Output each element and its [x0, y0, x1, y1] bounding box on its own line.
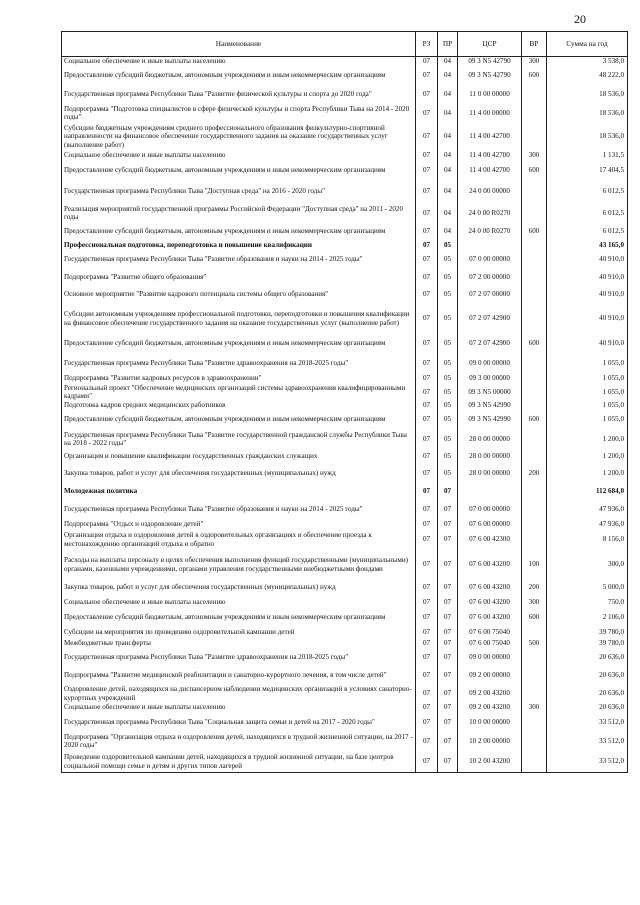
table-row: [62, 410, 628, 430]
cell-pr: 05: [438, 251, 458, 269]
cell-rz: 07: [416, 123, 438, 151]
table-row: [62, 223, 628, 240]
cell-name: Проведение оздоровительной кампании детей, находящихся в трудной жизненной ситуации, на базе центров социальной помощи семье и детям и других типов лагерей: [62, 751, 416, 773]
cell-sum: 1 055,0: [547, 354, 628, 373]
page-number: 20: [574, 12, 586, 26]
cell-csr: 11 4 00 42700: [458, 123, 522, 151]
cell-csr: 07 6 00 75040: [458, 638, 522, 649]
cell-vr: 600: [522, 609, 547, 627]
cell-pr: 07: [438, 732, 458, 751]
cell-pr: 05: [438, 240, 458, 251]
cell-vr: 200: [522, 465, 547, 483]
cell-vr: 300: [522, 151, 547, 161]
cell-rz: 07: [416, 57, 438, 66]
cell-csr: 11 0 00 00000: [458, 85, 522, 104]
cell-name: Предоставление субсидий бюджетным, автономным учреждениям и иным некоммерческим организациям: [62, 334, 416, 354]
cell-sum: 1 200,0: [547, 430, 628, 449]
cell-sum: 300,0: [547, 550, 628, 580]
cell-vr: [522, 530, 547, 550]
cell-sum: 33 512,0: [547, 732, 628, 751]
cell-pr: 04: [438, 123, 458, 151]
cell-rz: 07: [416, 609, 438, 627]
cell-sum: 1 200,0: [547, 465, 628, 483]
cell-sum: 40 910,0: [547, 251, 628, 269]
cell-csr: 07 2 07 42900: [458, 304, 522, 334]
cell-vr: [522, 180, 547, 204]
cell-rz: 07: [416, 104, 438, 123]
cell-csr: 10 2 00 43200: [458, 751, 522, 773]
cell-csr: 24 0 00 R0270: [458, 204, 522, 223]
cell-rz: 07: [416, 66, 438, 85]
cell-pr: 05: [438, 384, 458, 401]
cell-csr: [458, 240, 522, 251]
cell-sum: 40 910,0: [547, 334, 628, 354]
table-row: [62, 530, 628, 550]
cell-pr: 07: [438, 685, 458, 703]
cell-sum: 18 536,0: [547, 85, 628, 104]
cell-pr: 07: [438, 638, 458, 649]
cell-name: Предоставление субсидий бюджетным, автономным учреждениям и иным некоммерческим организациям: [62, 161, 416, 180]
cell-rz: 07: [416, 596, 438, 609]
cell-vr: 600: [522, 223, 547, 240]
cell-csr: 28 0 00 00000: [458, 465, 522, 483]
cell-name: Государственная программа Республики Тыва "Развитие физической культуры и спорта до 2020 года": [62, 85, 416, 104]
cell-csr: 09 2 00 00000: [458, 667, 522, 685]
cell-pr: 04: [438, 57, 458, 66]
cell-vr: [522, 123, 547, 151]
cell-sum: 1 055,0: [547, 373, 628, 384]
cell-pr: 04: [438, 223, 458, 240]
cell-rz: 07: [416, 713, 438, 732]
cell-rz: 07: [416, 401, 438, 410]
cell-sum: 1 055,0: [547, 384, 628, 401]
cell-rz: 07: [416, 638, 438, 649]
table-header: [62, 32, 628, 57]
cell-rz: 07: [416, 449, 438, 465]
cell-pr: 07: [438, 703, 458, 713]
cell-pr: 04: [438, 104, 458, 123]
cell-sum: 2 106,0: [547, 609, 628, 627]
cell-sum: 33 512,0: [547, 713, 628, 732]
table-row: [62, 649, 628, 667]
cell-sum: 6 012,5: [547, 223, 628, 240]
cell-vr: [522, 401, 547, 410]
cell-csr: 07 2 07 00000: [458, 286, 522, 304]
cell-pr: 07: [438, 483, 458, 501]
cell-vr: 600: [522, 410, 547, 430]
cell-rz: 07: [416, 304, 438, 334]
table-row: [62, 596, 628, 609]
cell-vr: [522, 104, 547, 123]
cell-vr: [522, 85, 547, 104]
cell-pr: 04: [438, 204, 458, 223]
cell-name: Подпрограмма "Развитие медицинской реабилитации и санаторно-курортного лечения, в том числе детей": [62, 667, 416, 685]
cell-sum: 112 684,0: [547, 483, 628, 501]
cell-rz: 07: [416, 161, 438, 180]
cell-csr: [458, 483, 522, 501]
cell-rz: 07: [416, 685, 438, 703]
cell-pr: 07: [438, 596, 458, 609]
cell-vr: 300: [522, 703, 547, 713]
cell-csr: 10 0 00 00000: [458, 713, 522, 732]
cell-vr: [522, 685, 547, 703]
cell-rz: 07: [416, 251, 438, 269]
cell-pr: 05: [438, 373, 458, 384]
table-row: [62, 204, 628, 223]
cell-sum: 3 538,0: [547, 57, 628, 66]
cell-vr: [522, 304, 547, 334]
cell-name: Социальное обеспечение и иные выплаты населению: [62, 151, 416, 161]
cell-sum: 18 536,0: [547, 104, 628, 123]
table-row: [62, 609, 628, 627]
cell-pr: 07: [438, 667, 458, 685]
cell-sum: 750,0: [547, 596, 628, 609]
cell-rz: 07: [416, 240, 438, 251]
header-rz: РЗ: [416, 32, 438, 57]
table-row: [62, 123, 628, 151]
cell-csr: 24 0 00 00000: [458, 180, 522, 204]
cell-rz: 07: [416, 384, 438, 401]
cell-rz: 07: [416, 151, 438, 161]
cell-csr: 07 2 00 00000: [458, 269, 522, 286]
cell-csr: 07 6 00 43200: [458, 580, 522, 596]
table-row: [62, 580, 628, 596]
cell-sum: 1 131,5: [547, 151, 628, 161]
cell-vr: [522, 430, 547, 449]
cell-csr: 10 2 00 00000: [458, 732, 522, 751]
cell-vr: [522, 354, 547, 373]
cell-sum: 48 222,0: [547, 66, 628, 85]
cell-vr: [522, 384, 547, 401]
cell-csr: 07 0 00 00000: [458, 501, 522, 519]
table-row: [62, 251, 628, 269]
cell-vr: [522, 286, 547, 304]
cell-csr: 09 0 00 00000: [458, 649, 522, 667]
cell-vr: 500: [522, 638, 547, 649]
table-row: [62, 180, 628, 204]
cell-rz: 07: [416, 465, 438, 483]
cell-rz: 07: [416, 580, 438, 596]
cell-sum: 5 000,0: [547, 580, 628, 596]
table-row: [62, 430, 628, 449]
cell-name: Подпрограмма "Развитие кадровых ресурсов в здравоохранении": [62, 373, 416, 384]
cell-pr: 07: [438, 530, 458, 550]
table-body: [62, 57, 628, 773]
cell-rz: 07: [416, 373, 438, 384]
cell-rz: 07: [416, 667, 438, 685]
cell-rz: 07: [416, 649, 438, 667]
cell-vr: [522, 519, 547, 530]
cell-sum: 33 512,0: [547, 751, 628, 773]
cell-name: Молодежная политика: [62, 483, 416, 501]
table-row: [62, 501, 628, 519]
cell-pr: 05: [438, 269, 458, 286]
cell-csr: 09 3 N5 42990: [458, 410, 522, 430]
cell-vr: [522, 627, 547, 638]
cell-name: Государственная программа Республики Тыва "Развитие здравоохранения на 2018-2025 годы": [62, 649, 416, 667]
cell-name: Социальное обеспечение и иные выплаты населению: [62, 596, 416, 609]
cell-vr: 600: [522, 161, 547, 180]
table-row: [62, 304, 628, 334]
table-row: [62, 161, 628, 180]
cell-name: Государственная программа Республики Тыва "Доступная среда" на 2016 - 2020 годы": [62, 180, 416, 204]
cell-pr: 04: [438, 161, 458, 180]
cell-vr: 600: [522, 66, 547, 85]
cell-name: Субсидии автономным учреждениям профессиональной подготовки, переподготовки и повышения квалификации на финансовое обеспечение государственного задания на оказание государственных услуг (выполнение работ): [62, 304, 416, 334]
cell-csr: 07 6 00 42300: [458, 530, 522, 550]
cell-pr: 07: [438, 519, 458, 530]
cell-rz: 07: [416, 501, 438, 519]
cell-name: Расходы на выплаты персоналу в целях обеспечения выполнения функций государственными (муниципальными) органами, казенными учреждениями, органами управления государственными внебюджетными фондами: [62, 550, 416, 580]
cell-pr: 05: [438, 286, 458, 304]
cell-vr: [522, 449, 547, 465]
cell-vr: [522, 751, 547, 773]
cell-csr: 28 0 00 00000: [458, 430, 522, 449]
cell-rz: 07: [416, 703, 438, 713]
cell-csr: 09 3 N5 42990: [458, 401, 522, 410]
cell-sum: 20 636,0: [547, 685, 628, 703]
cell-csr: 09 3 N5 42790: [458, 66, 522, 85]
cell-name: Предоставление субсидий бюджетным, автономным учреждениям и иным некоммерческим организациям: [62, 609, 416, 627]
table-row: [62, 354, 628, 373]
cell-csr: 11 4 00 42700: [458, 161, 522, 180]
cell-rz: 07: [416, 732, 438, 751]
cell-name: Социальное обеспечение и иные выплаты населению: [62, 57, 416, 66]
table-row: [62, 638, 628, 649]
cell-name: Подпрограмма "Организация отдыха и оздоровления детей, находящихся в трудной жизненной ситуации, на 2017 - 2020 годы": [62, 732, 416, 751]
table-row: [62, 685, 628, 703]
table-row: [62, 667, 628, 685]
table-row: [62, 550, 628, 580]
cell-rz: 07: [416, 204, 438, 223]
cell-name: Реализация мероприятий государственной программы Российской Федерации "Доступная среда" на 2011 - 2020 годы: [62, 204, 416, 223]
cell-sum: 8 156,0: [547, 530, 628, 550]
cell-sum: 43 165,0: [547, 240, 628, 251]
cell-pr: 05: [438, 334, 458, 354]
cell-pr: 05: [438, 430, 458, 449]
cell-rz: 07: [416, 430, 438, 449]
cell-pr: 07: [438, 501, 458, 519]
cell-pr: 05: [438, 304, 458, 334]
table-row: [62, 703, 628, 713]
cell-rz: 07: [416, 530, 438, 550]
cell-name: Государственная программа Республики Тыва "Развитие здравоохранения на 2018-2025 годы": [62, 354, 416, 373]
header-pr: ПР: [438, 32, 458, 57]
table-row: [62, 286, 628, 304]
cell-pr: 05: [438, 410, 458, 430]
cell-sum: 1 055,0: [547, 401, 628, 410]
cell-csr: 09 0 00 00000: [458, 354, 522, 373]
cell-name: Закупка товаров, работ и услуг для обеспечения государственных (муниципальных) нужд: [62, 580, 416, 596]
table-row: [62, 240, 628, 251]
cell-name: Предоставление субсидий бюджетным, автономным учреждениям и иным некоммерческим организациям: [62, 223, 416, 240]
cell-vr: [522, 240, 547, 251]
cell-rz: 07: [416, 223, 438, 240]
cell-vr: [522, 667, 547, 685]
cell-rz: 07: [416, 269, 438, 286]
cell-vr: 300: [522, 596, 547, 609]
cell-csr: 07 6 00 43200: [458, 596, 522, 609]
table-row: [62, 401, 628, 410]
cell-csr: 11 4 00 42700: [458, 151, 522, 161]
cell-vr: 200: [522, 580, 547, 596]
header-vr: ВР: [522, 32, 547, 57]
cell-rz: 07: [416, 751, 438, 773]
cell-pr: 07: [438, 609, 458, 627]
cell-csr: 07 6 00 00000: [458, 519, 522, 530]
cell-sum: 40 910,0: [547, 304, 628, 334]
cell-name: Подпрограмма "Отдых и оздоровление детей": [62, 519, 416, 530]
table-row: [62, 519, 628, 530]
cell-name: Социальное обеспечение и иные выплаты населению: [62, 703, 416, 713]
cell-sum: 20 636,0: [547, 649, 628, 667]
header-csr: ЦСР: [458, 32, 522, 57]
cell-name: Предоставление субсидий бюджетным, автономным учреждениям и иным некоммерческим организациям: [62, 410, 416, 430]
cell-csr: 07 0 00 00000: [458, 251, 522, 269]
cell-name: Организация и повышение квалификации государственных гражданских служащих: [62, 449, 416, 465]
header-sum: Сумма на год: [547, 32, 628, 57]
cell-name: Субсидии на мероприятия по проведению оздоровительной кампании детей: [62, 627, 416, 638]
cell-rz: 07: [416, 410, 438, 430]
table-row: [62, 384, 628, 401]
cell-sum: 20 636,0: [547, 667, 628, 685]
cell-pr: 04: [438, 151, 458, 161]
cell-csr: 07 6 00 75040: [458, 627, 522, 638]
cell-csr: 07 2 07 42900: [458, 334, 522, 354]
cell-sum: 18 536,0: [547, 123, 628, 151]
cell-vr: [522, 483, 547, 501]
table-row: [62, 269, 628, 286]
header-name: Наименование: [62, 32, 416, 57]
cell-sum: 40 910,0: [547, 269, 628, 286]
cell-sum: 20 636,0: [547, 703, 628, 713]
table-row: [62, 151, 628, 161]
table-row: [62, 373, 628, 384]
cell-pr: 05: [438, 465, 458, 483]
cell-name: Межбюджетные трансферты: [62, 638, 416, 649]
cell-sum: 17 404,5: [547, 161, 628, 180]
cell-pr: 07: [438, 580, 458, 596]
cell-pr: 04: [438, 180, 458, 204]
table-row: [62, 334, 628, 354]
cell-name: Государственная программа Республики Тыва "Социальная защита семьи и детей на 2017 - 2020 годы": [62, 713, 416, 732]
cell-pr: 07: [438, 550, 458, 580]
cell-rz: 07: [416, 550, 438, 580]
cell-vr: [522, 204, 547, 223]
cell-csr: 07 6 00 43200: [458, 550, 522, 580]
cell-pr: 07: [438, 751, 458, 773]
cell-csr: 11 4 00 00000: [458, 104, 522, 123]
cell-name: Региональный проект "Обеспечение медицинских организаций системы здравоохранения квалифицированными кадрами": [62, 384, 416, 401]
cell-rz: 07: [416, 334, 438, 354]
cell-csr: 09 3 N5 00000: [458, 384, 522, 401]
cell-rz: 07: [416, 519, 438, 530]
cell-vr: 100: [522, 550, 547, 580]
cell-rz: 07: [416, 483, 438, 501]
cell-vr: [522, 732, 547, 751]
cell-sum: 39 780,0: [547, 638, 628, 649]
budget-table: [61, 31, 628, 773]
cell-vr: [522, 713, 547, 732]
cell-sum: 1 055,0: [547, 410, 628, 430]
cell-name: Профессиональная подготовка, переподготовка и повышение квалификации: [62, 240, 416, 251]
table-row: [62, 465, 628, 483]
cell-vr: [522, 373, 547, 384]
cell-vr: 600: [522, 334, 547, 354]
table-row: [62, 627, 628, 638]
cell-name: Подготовка кадров средних медицинских работников: [62, 401, 416, 410]
table-row: [62, 732, 628, 751]
cell-name: Субсидии бюджетным учреждениям среднего профессионального образования физкультурно-спортивной направленности на финансовое обеспечение государственного задания на оказание государственных услуг (выполнение работ): [62, 123, 416, 151]
cell-csr: 09 2 00 43200: [458, 685, 522, 703]
cell-csr: 28 0 00 00000: [458, 449, 522, 465]
cell-pr: 07: [438, 627, 458, 638]
cell-pr: 07: [438, 713, 458, 732]
cell-csr: 24 0 00 R0270: [458, 223, 522, 240]
cell-name: Государственная программа Республики Тыва "Развитие образования и науки на 2014 - 2025 годы": [62, 501, 416, 519]
cell-sum: 47 936,0: [547, 501, 628, 519]
cell-csr: 09 3 00 00000: [458, 373, 522, 384]
cell-name: Оздоровление детей, находящихся на диспансерном наблюдении медицинских организаций в условиях санаторно-курортных учреждений: [62, 685, 416, 703]
cell-rz: 07: [416, 286, 438, 304]
cell-sum: 6 012,5: [547, 180, 628, 204]
table-row: [62, 66, 628, 85]
cell-rz: 07: [416, 354, 438, 373]
cell-pr: 07: [438, 649, 458, 667]
cell-name: Подпрограмма "Подготовка специалистов в сфере физической культуры и спорта Республики Тыва на 2014 - 2020 годы": [62, 104, 416, 123]
cell-rz: 07: [416, 85, 438, 104]
cell-name: Закупка товаров, работ и услуг для обеспечения государственных (муниципальных) нужд: [62, 465, 416, 483]
cell-name: Организация отдыха и оздоровления детей в оздоровительных организациях и обеспечение проезда к местонахождению организаций отдыха и обратно: [62, 530, 416, 550]
cell-pr: 05: [438, 449, 458, 465]
cell-vr: [522, 251, 547, 269]
cell-pr: 04: [438, 66, 458, 85]
cell-rz: 07: [416, 627, 438, 638]
cell-vr: [522, 501, 547, 519]
cell-pr: 04: [438, 85, 458, 104]
cell-sum: 39 780,0: [547, 627, 628, 638]
table-row: [62, 751, 628, 773]
cell-name: Подпрограмма "Развитие общего образования": [62, 269, 416, 286]
table-row: [62, 104, 628, 123]
table-row: [62, 57, 628, 66]
table-row: [62, 449, 628, 465]
table-row: [62, 85, 628, 104]
cell-pr: 05: [438, 401, 458, 410]
cell-csr: 09 3 N5 42790: [458, 57, 522, 66]
cell-csr: 09 2 00 43200: [458, 703, 522, 713]
cell-vr: [522, 649, 547, 667]
cell-sum: 47 936,0: [547, 519, 628, 530]
cell-name: Государственная программа Республики Тыва "Развитие государственной гражданской службы Республики Тыва на 2018 - 2022 годы": [62, 430, 416, 449]
cell-pr: 05: [438, 354, 458, 373]
table-row: [62, 713, 628, 732]
cell-name: Государственная программа Республики Тыва "Развитие образования и науки на 2014 - 2025 годы": [62, 251, 416, 269]
cell-sum: 1 200,0: [547, 449, 628, 465]
cell-sum: 6 012,5: [547, 204, 628, 223]
cell-name: Основное мероприятие "Развитие кадрового потенциала системы общего образования": [62, 286, 416, 304]
cell-rz: 07: [416, 180, 438, 204]
table-row: [62, 483, 628, 501]
cell-csr: 07 6 00 43200: [458, 609, 522, 627]
cell-name: Предоставление субсидий бюджетным, автономным учреждениям и иным некоммерческим организациям: [62, 66, 416, 85]
cell-vr: 300: [522, 57, 547, 66]
cell-vr: [522, 269, 547, 286]
cell-sum: 40 910,0: [547, 286, 628, 304]
